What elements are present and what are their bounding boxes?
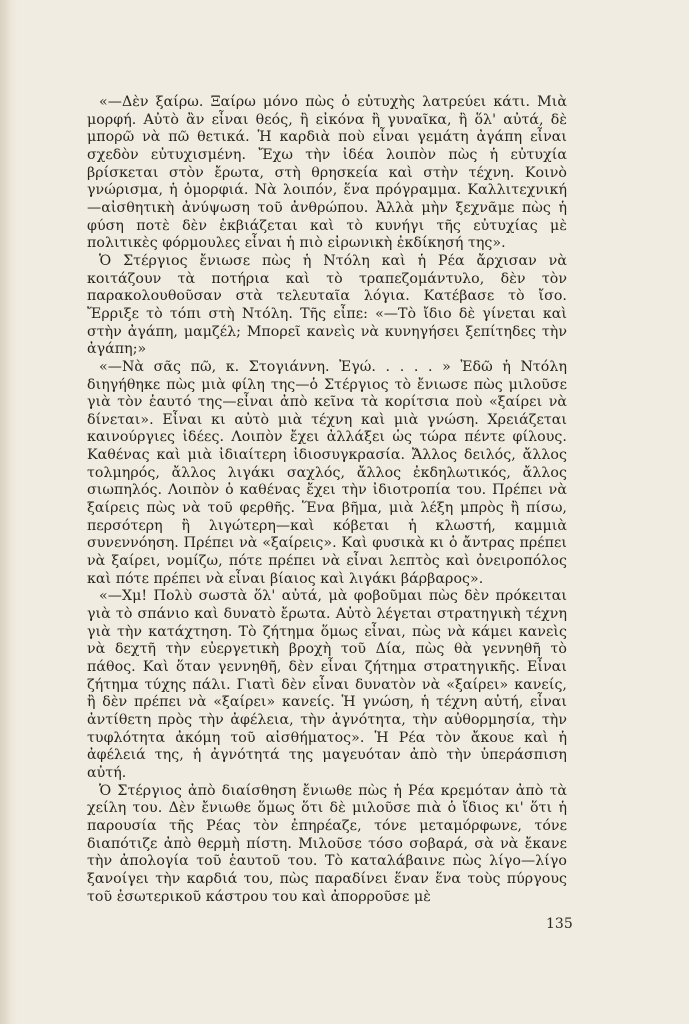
page-edge (0, 0, 18, 1024)
paragraph-2: Ὁ Στέργιος ἔνιωσε πὼς ἡ Ντόλη καὶ ἡ Ρέα ἄρχισαν νὰ κοιτάζουν τὰ ποτήρια καὶ τὸ τραπεζομάντυλο, δὲν τὸν παρακολουθοῦσαν στὰ τελευταῖα λόγια. Κατέβασε τὸ ἴσο. Ἔρριξε τὸ τόπι στὴ Ντόλη. Τῆς εἶπε: «—Τὸ ἴδιο δὲ γίνεται καὶ στὴν ἀγάπη, μαμζέλ; Μπορεῖ κανεὶς νὰ κυνηγήσει ξεπίτηδες τὴν ἀγάπη;» (87, 252, 567, 358)
paragraph-3: «—Νὰ σᾶς πῶ, κ. Στογιάννη. Ἐγώ. . . . . » Ἐδῶ ἡ Ντόλη διηγήθηκε πὼς μιὰ φίλη της—ὁ Στέργιος τὸ ἔνιωσε πὼς μιλοῦσε γιὰ τὸν ἑαυτό της—εἶναι ἀπὸ κεῖνα τὰ κορίτσια ποὺ «ξαίρει νὰ δίνεται». Εἶναι κι αὐτὸ μιὰ τέχνη καὶ μιὰ γνώση. Χρειάζεται καινούργιες ἰδέες. Λοιπὸν ἔχει ἀλλάξει ὡς τώρα πέντε φίλους. Καθένας καὶ μιὰ ἰδιαίτερη ἰδιοσυγκρασία. Ἄλλος δειλός, ἄλλος τολμηρός, ἄλλος λιγάκι σαχλός, ἄλλος ἐκδηλωτικός, ἄλλος σιωπηλός. Λοιπὸν ὁ καθένας ἔχει τὴν ἰδιοτροπία του. Πρέπει νὰ ξαίρεις πὼς νὰ τοῦ φερθῆς. Ἕνα βῆμα, μιὰ λέξη μπρὸς ἢ πίσω, περσότερη ἢ λιγώτερη—καὶ κόβεται ἡ κλωστή, καμμιὰ συνεννόηση. Πρέπει νὰ «ξαίρεις». Καὶ φυσικὰ κι ὁ ἄντρας πρέπει νὰ ξαίρει, νομίζω, πότε πρέπει νὰ εἶναι λεπτὸς καὶ ὀνειροπόλος καὶ πότε πρέπει νὰ εἶναι βίαιος καὶ λιγάκι βάρβαρος». (87, 358, 567, 587)
body-text (87, 94, 567, 906)
paragraph-5: Ὁ Στέργιος ἀπὸ διαίσθηση ἔνιωθε πὼς ἡ Ρέα κρεμόταν ἀπὸ τὰ χείλη του. Δὲν ἔνιωθε ὅμως ὅτι δὲ μιλοῦσε πιὰ ὁ ἴδιος κι' ὅτι ἡ παρουσία τῆς Ρέας τὸν ἐπηρέαζε, τόνε μεταμόρφωνε, τόνε διαπότιζε ἀπὸ θερμὴ πίστη. Μιλοῦσε τόσο σοβαρά, σὰ νὰ ἔκανε τὴν ἀπολογία τοῦ ἑαυτοῦ του. Τὸ καταλάβαινε πὼς λίγο—λίγο ξανοίγει τὴν καρδιά του, πὼς παραδίνει ἕναν ἕνα τοὺς πύργους τοῦ ἐσωτερικοῦ κάστρου του καὶ ἀπορροῦσε μὲ (87, 782, 567, 905)
page-number: 135 (546, 916, 573, 932)
paragraph-1: «—Δὲν ξαίρω. Ξαίρω μόνο πὼς ὁ εὐτυχὴς λατρεύει κάτι. Μιὰ μορφή. Αὐτὸ ἂν εἶναι θεός, ἢ εἰκόνα ἢ γυναῖκα, ἢ ὅλ' αὐτά, δὲ μπορῶ νὰ πῶ θετικά. Ἡ καρδιὰ ποὺ εἶναι γεμάτη ἀγάπη εἶναι σχεδὸν εὐτυχισμένη. Ἔχω τὴν ἰδέα λοιπὸν πὼς ἡ εὐτυχία βρίσκεται στὸν ἔρωτα, στὴ θρησκεία καὶ στὴν τέχνη. Κοινὸ γνώρισμα, ἡ ὁμορφιά. Νὰ λοιπόν, ἕνα πρόγραμμα. Καλλιτεχνική—αἰσθητικὴ ἀνύψωση τοῦ ἀνθρώπου. Ἀλλὰ μὴν ξεχνᾶμε πὼς ἡ φύση ποτὲ δὲν ἐκβιάζεται καὶ τὸ κυνήγι τῆς εὐτυχίας μὲ πολιτικὲς φόρμουλες εἶναι ἡ πιὸ εἰρωνικὴ ἐκδίκησή της». (87, 94, 567, 252)
paragraph-4: «—Χμ! Πολὺ σωστὰ ὅλ' αὐτά, μὰ φοβοῦμαι πὼς δὲν πρόκειται γιὰ τὸ σπάνιο καὶ δυνατὸ ἔρωτα. Αὐτὸ λέγεται στρατηγικὴ τέχνη γιὰ τὴν κατάχτηση. Τὸ ζήτημα ὅμως εἶναι, πὼς νὰ κάμει κανεὶς νὰ δεχτῆ τὴν εὐεργετικὴ βροχὴ τοῦ Δία, πὼς θὰ γεννηθῆ τὸ πάθος. Καὶ ὅταν γεννηθῆ, δὲν εἶναι ζήτημα στρατηγικῆς. Εἶναι ζήτημα τύχης πάλι. Γιατὶ δὲν εἶναι δυνατὸν νὰ «ξαίρει» κανείς, ἢ δὲν πρέπει νὰ «ξαίρει» κανείς. Ἡ γνώση, ἡ τέχνη αὐτή, εἶναι ἀντίθετη πρὸς τὴν ἀφέλεια, τὴν ἀγνότητα, τὴν αὐθορμησία, τὴν τυφλότητα ἀκόμη τοῦ αἰσθήματος». Ἡ Ρέα τὸν ἄκουε καὶ ἡ ἀφέλειά της, ἡ ἀγνότητά της μαγευόταν ἀπὸ τὴν ὑπεράσπιση αὐτή. (87, 588, 567, 781)
